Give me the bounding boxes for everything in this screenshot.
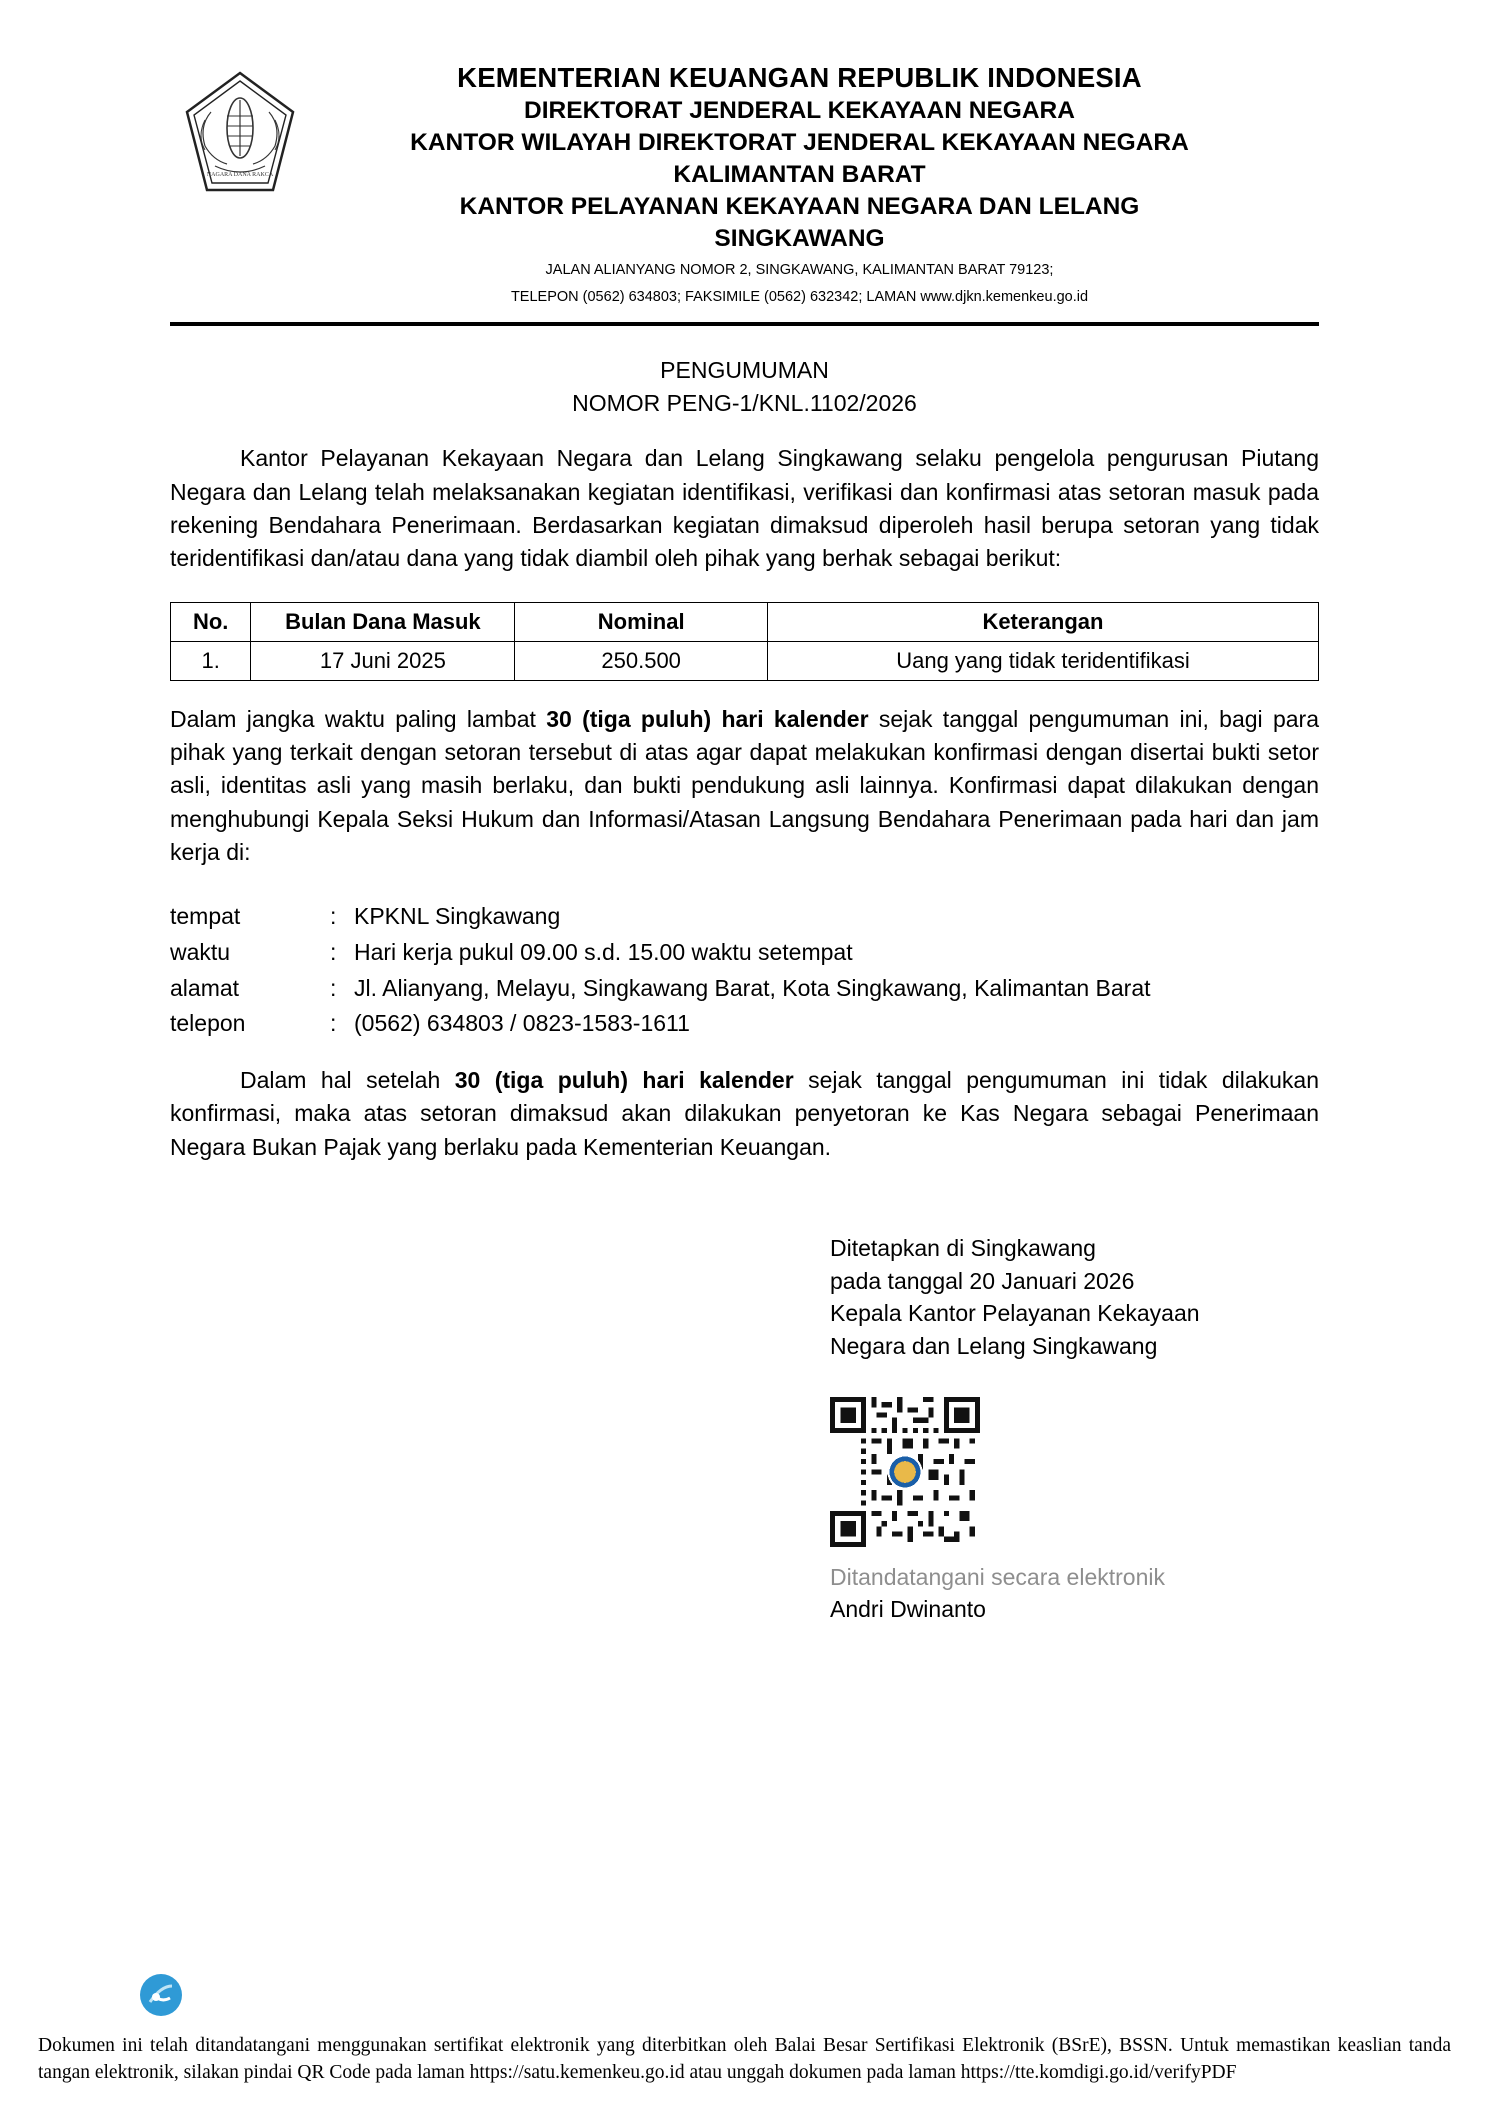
header-line-5: KANTOR PELAYANAN KEKAYAAN NEGARA DAN LELANG	[459, 192, 1140, 220]
kontak-item-waktu	[170, 935, 1319, 971]
paragraph-penutup	[170, 1064, 1319, 1164]
header-divider	[170, 322, 1319, 326]
table-header-bulan: Bulan Dana Masuk	[251, 602, 515, 641]
table-header-row	[171, 602, 1319, 641]
header-line-4: KALIMANTAN BARAT	[673, 160, 926, 188]
para3-part-a: Dalam hal setelah	[240, 1066, 455, 1093]
kontak-key-telepon: telepon	[170, 1010, 246, 1037]
header-address-line-1: JALAN ALIANYANG NOMOR 2, SINGKAWANG, KALIMANTAN BARAT 79123;	[545, 262, 1054, 279]
kontak-key-waktu: waktu	[170, 938, 231, 965]
svg-text:NAGARA DANA RAKCA: NAGARA DANA RAKCA	[206, 172, 274, 178]
paragraph-intro: Kantor Pelayanan Kekayaan Negara dan Lelang Singkawang selaku pengelola pengurusan Piutang Negara dan Lelang telah melaksanakan kegiatan identifikasi, verifikasi dan konfirmasi atas setoran masuk pada rekening Bendahara Penerimaan. Berdasarkan kegiatan dimaksud diperoleh hasil berupa setoran yang tidak teridentifikasi dan/atau dana yang tidak diambil oleh pihak yang berhak sebagai berikut:	[170, 445, 1319, 572]
kontak-item-telepon	[170, 1006, 1319, 1042]
kemenkeu-logo-icon	[170, 60, 310, 198]
title-line-2: NOMOR PENG-1/KNL.1102/2026	[572, 389, 917, 416]
para2-bold: 30 (tiga puluh) hari kalender	[546, 705, 869, 732]
table-header-keterangan: Keterangan	[767, 602, 1318, 641]
footer-disclaimer: Dokumen ini telah ditandatangani menggunakan sertifikat elektronik yang diterbitkan oleh Balai Besar Sertifikasi Elektronik (BSrE), BSSN. Untuk memastikan keaslian tanda tangan elektronik, silakan pindai QR Code pada laman https://satu.kemenkeu.go.id atau unggah dokumen pada laman https://tte.komdigi.go.id/verifyPDF	[38, 2035, 1451, 2083]
cell-nominal: 250.500	[515, 641, 768, 680]
para2-part-b: sejak tanggal pengumuman ini, bagi para pihak yang terkait dengan setoran tersebut di atas agar dapat melakukan konfirmasi dengan disertai bukti setor asli, identitas asli yang masih berlaku, dan bukti pendukung asli lainnya. Konfirmasi dapat dilakukan dengan menghubungi Kepala Seksi Hukum dan Informasi/Atasan Langsung Bendahara Penerimaan pada hari dan jam kerja di:	[170, 705, 1319, 865]
para3-bold: 30 (tiga puluh) hari kalender	[454, 1066, 794, 1093]
kontak-item-tempat	[170, 899, 1319, 935]
header-line-2: DIREKTORAT JENDERAL KEKAYAAN NEGARA	[524, 97, 1075, 125]
bsre-logo-icon	[138, 1972, 1461, 2023]
cell-bulan: 17 Juni 2025	[251, 641, 515, 680]
para2-part-a: Dalam jangka waktu paling lambat	[170, 705, 547, 732]
kontak-list	[170, 899, 1319, 1042]
kontak-sep-alamat: :	[330, 974, 337, 1001]
document-footer	[0, 1972, 1489, 2086]
kontak-sep-telepon: :	[330, 1010, 337, 1037]
document-title	[170, 354, 1319, 421]
kontak-sep-tempat: :	[330, 903, 337, 930]
kontak-value-waktu: Hari kerja pukul 09.00 s.d. 15.00 waktu setempat	[354, 938, 853, 965]
kontak-value-tempat: KPKNL Singkawang	[354, 903, 561, 930]
header-line-6: SINGKAWANG	[714, 224, 885, 252]
table-header-no: No.	[171, 602, 251, 641]
kontak-key-alamat: alamat	[170, 974, 240, 1001]
table-header-nominal: Nominal	[515, 602, 768, 641]
signature-block	[830, 1232, 1319, 1363]
signature-office-line-1: Kepala Kantor Pelayanan Kekayaan	[830, 1300, 1200, 1327]
signature-date: pada tanggal 20 Januari 2026	[830, 1267, 1135, 1294]
signature-electronic-note: Ditandatangani secara elektronik	[830, 1563, 1165, 1590]
title-line-1: PENGUMUMAN	[660, 356, 829, 383]
letterhead	[170, 0, 1319, 308]
header-line-3: KANTOR WILAYAH DIREKTORAT JENDERAL KEKAYAAN NEGARA	[410, 129, 1189, 157]
signature-place: Ditetapkan di Singkawang	[830, 1234, 1096, 1261]
setoran-table	[170, 602, 1319, 681]
signature-office-line-2: Negara dan Lelang Singkawang	[830, 1332, 1158, 1359]
cell-no: 1.	[171, 641, 251, 680]
signature-name: Andri Dwinanto	[830, 1595, 986, 1622]
qr-code-icon[interactable]	[830, 1397, 980, 1547]
kontak-item-alamat	[170, 971, 1319, 1007]
kontak-value-alamat: Jl. Alianyang, Melayu, Singkawang Barat, Kota Singkawang, Kalimantan Barat	[354, 974, 1151, 1001]
paragraph-konfirmasi	[170, 703, 1319, 870]
kontak-sep-waktu: :	[330, 938, 337, 965]
kontak-value-telepon: (0562) 634803 / 0823-1583-1611	[354, 1010, 690, 1037]
qr-code-wrapper[interactable]	[830, 1397, 1319, 1547]
header-line-1: KEMENTERIAN KEUANGAN REPUBLIK INDONESIA	[457, 62, 1142, 93]
header-address-line-2: TELEPON (0562) 634803; FAKSIMILE (0562) 632342; LAMAN www.djkn.kemenkeu.go.id	[510, 288, 1089, 305]
table-row	[171, 641, 1319, 680]
cell-keterangan: Uang yang tidak teridentifikasi	[767, 641, 1318, 680]
kontak-key-tempat: tempat	[170, 903, 241, 930]
para3-part-b: sejak tanggal pengumuman ini tidak dilakukan konfirmasi, maka atas setoran dimaksud akan dilakukan penyetoran ke Kas Negara sebagai Penerimaan Negara Bukan Pajak yang berlaku pada Kementerian Keuangan.	[170, 1066, 1319, 1160]
